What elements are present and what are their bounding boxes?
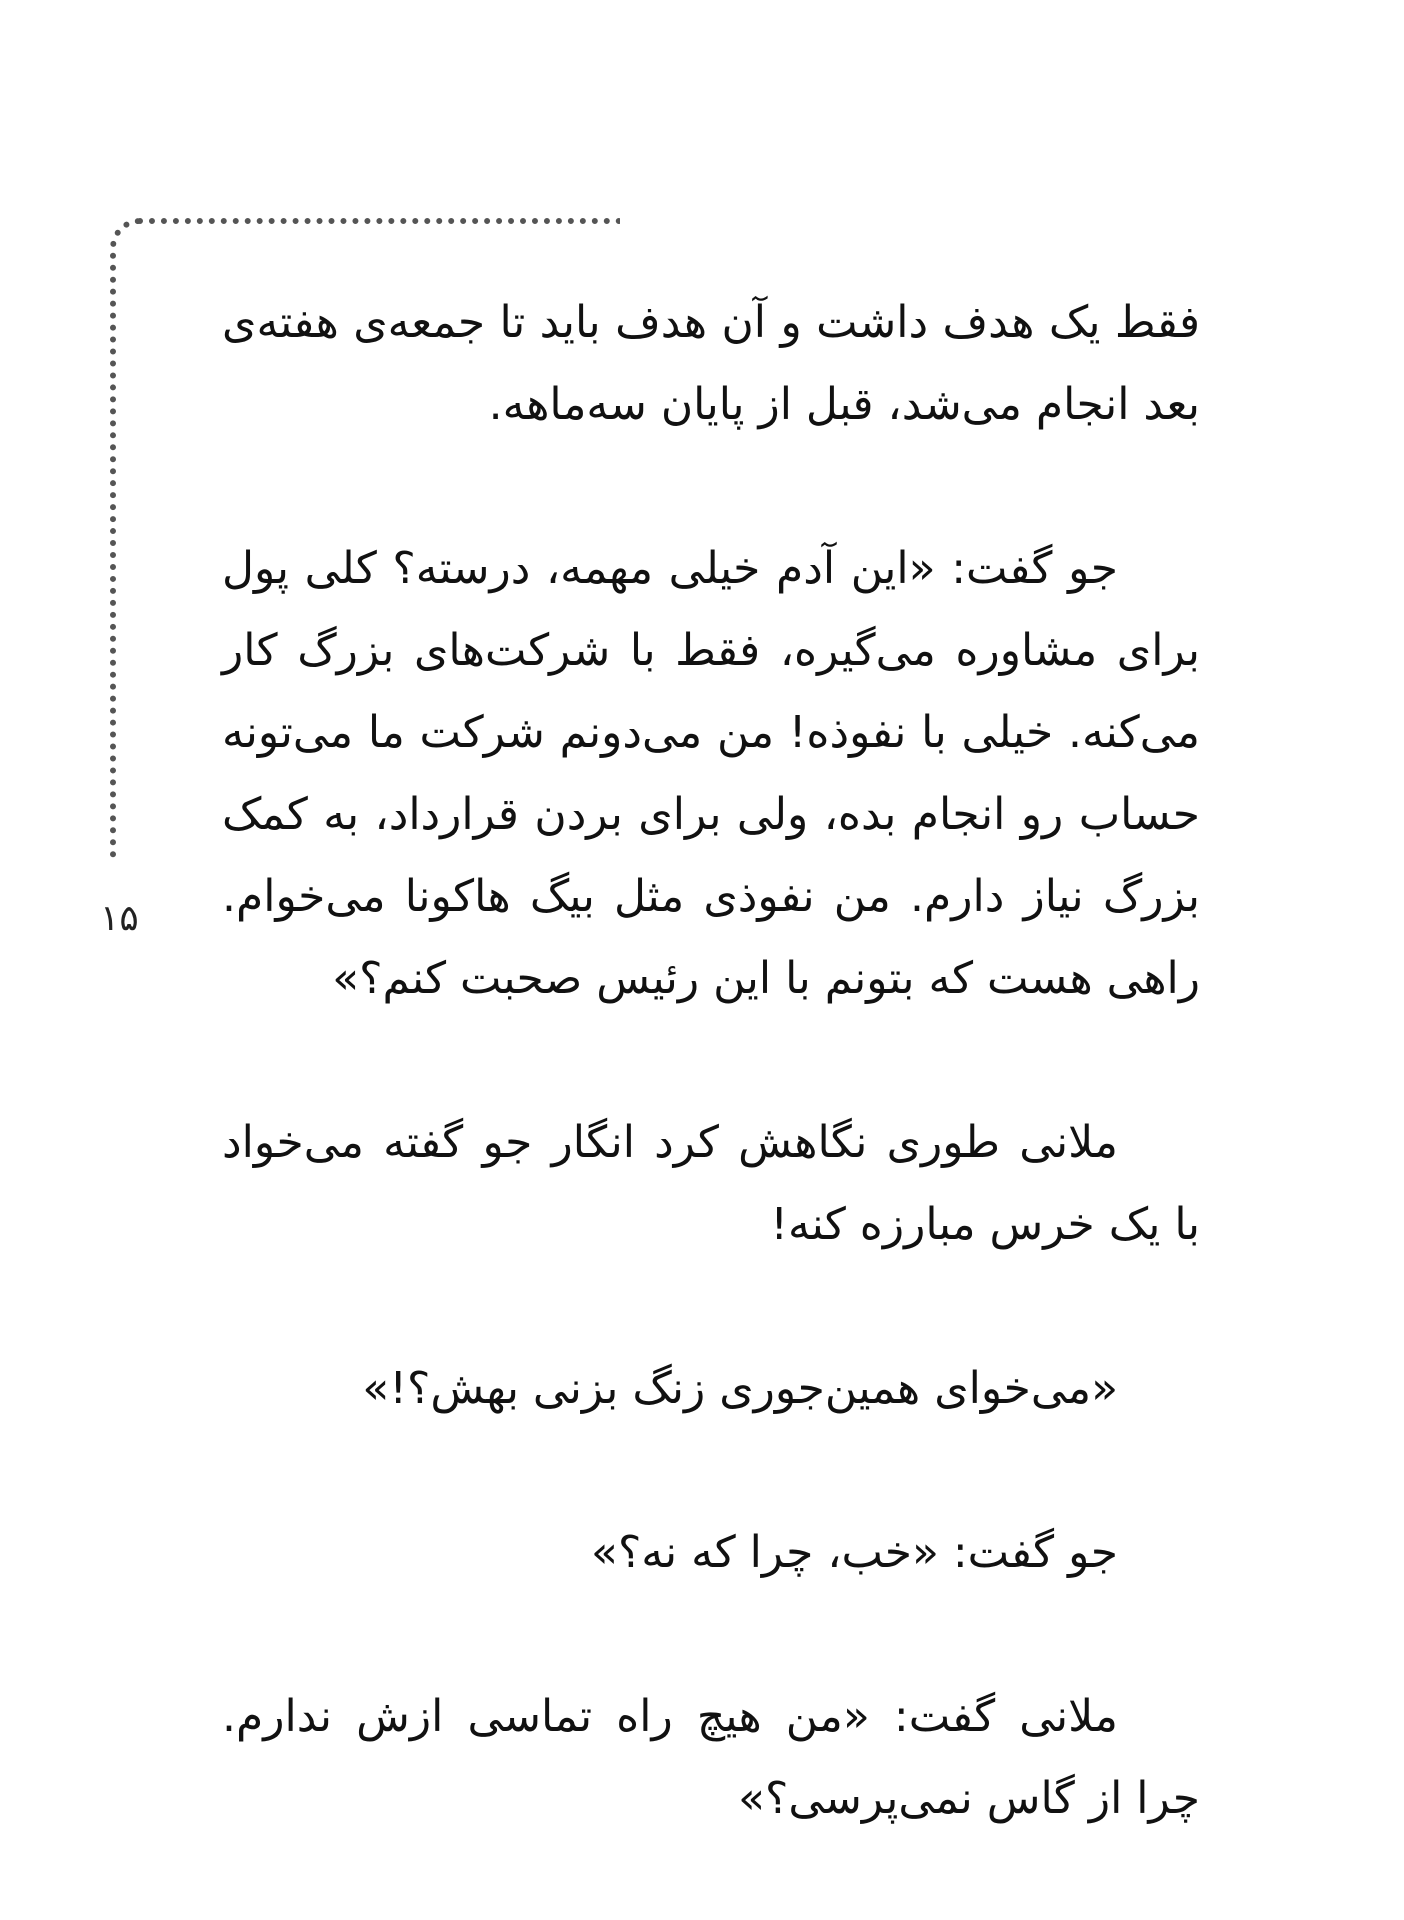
paragraph-6: ملانی گفت: «من هیچ راه تماسی ازش ندارم. چرا از گاس نمی‌پرسی؟»	[222, 1691, 1200, 1824]
paragraph-4: «می‌خوای همین‌جوری زنگ بزنی بهش؟!»	[362, 1363, 1118, 1414]
paragraph-3: ملانی طوری نگاهش کرد انگار جو گفته می‌خواد با یک خرس مبارزه کنه!	[222, 1117, 1200, 1250]
page-number: ۱۵	[100, 898, 139, 939]
body-text	[222, 282, 1200, 1840]
paragraph-5: جو گفت: «خب، چرا که نه؟»	[591, 1527, 1118, 1578]
paragraph-1: فقط یک هدف داشت و آن هدف باید تا جمعه‌ی هفته‌ی بعد انجام می‌شد، قبل از پایان سه‌ماهه.	[222, 297, 1200, 430]
paragraph-2: جو گفت: «این آدم خیلی مهمه، درسته؟ کلی پول برای مشاوره می‌گیره، فقط با شرکت‌های بزرگ کار می‌کنه. خیلی با نفوذه! من می‌دونم شرکت ما می‌تونه حساب رو انجام بده، ولی برای بردن قرارداد، به کمک بزرگ نیاز دارم. من نفوذی مثل بیگ هاکونا می‌خوام. راهی هست که بتونم با این رئیس صحبت کنم؟»	[222, 543, 1200, 1004]
